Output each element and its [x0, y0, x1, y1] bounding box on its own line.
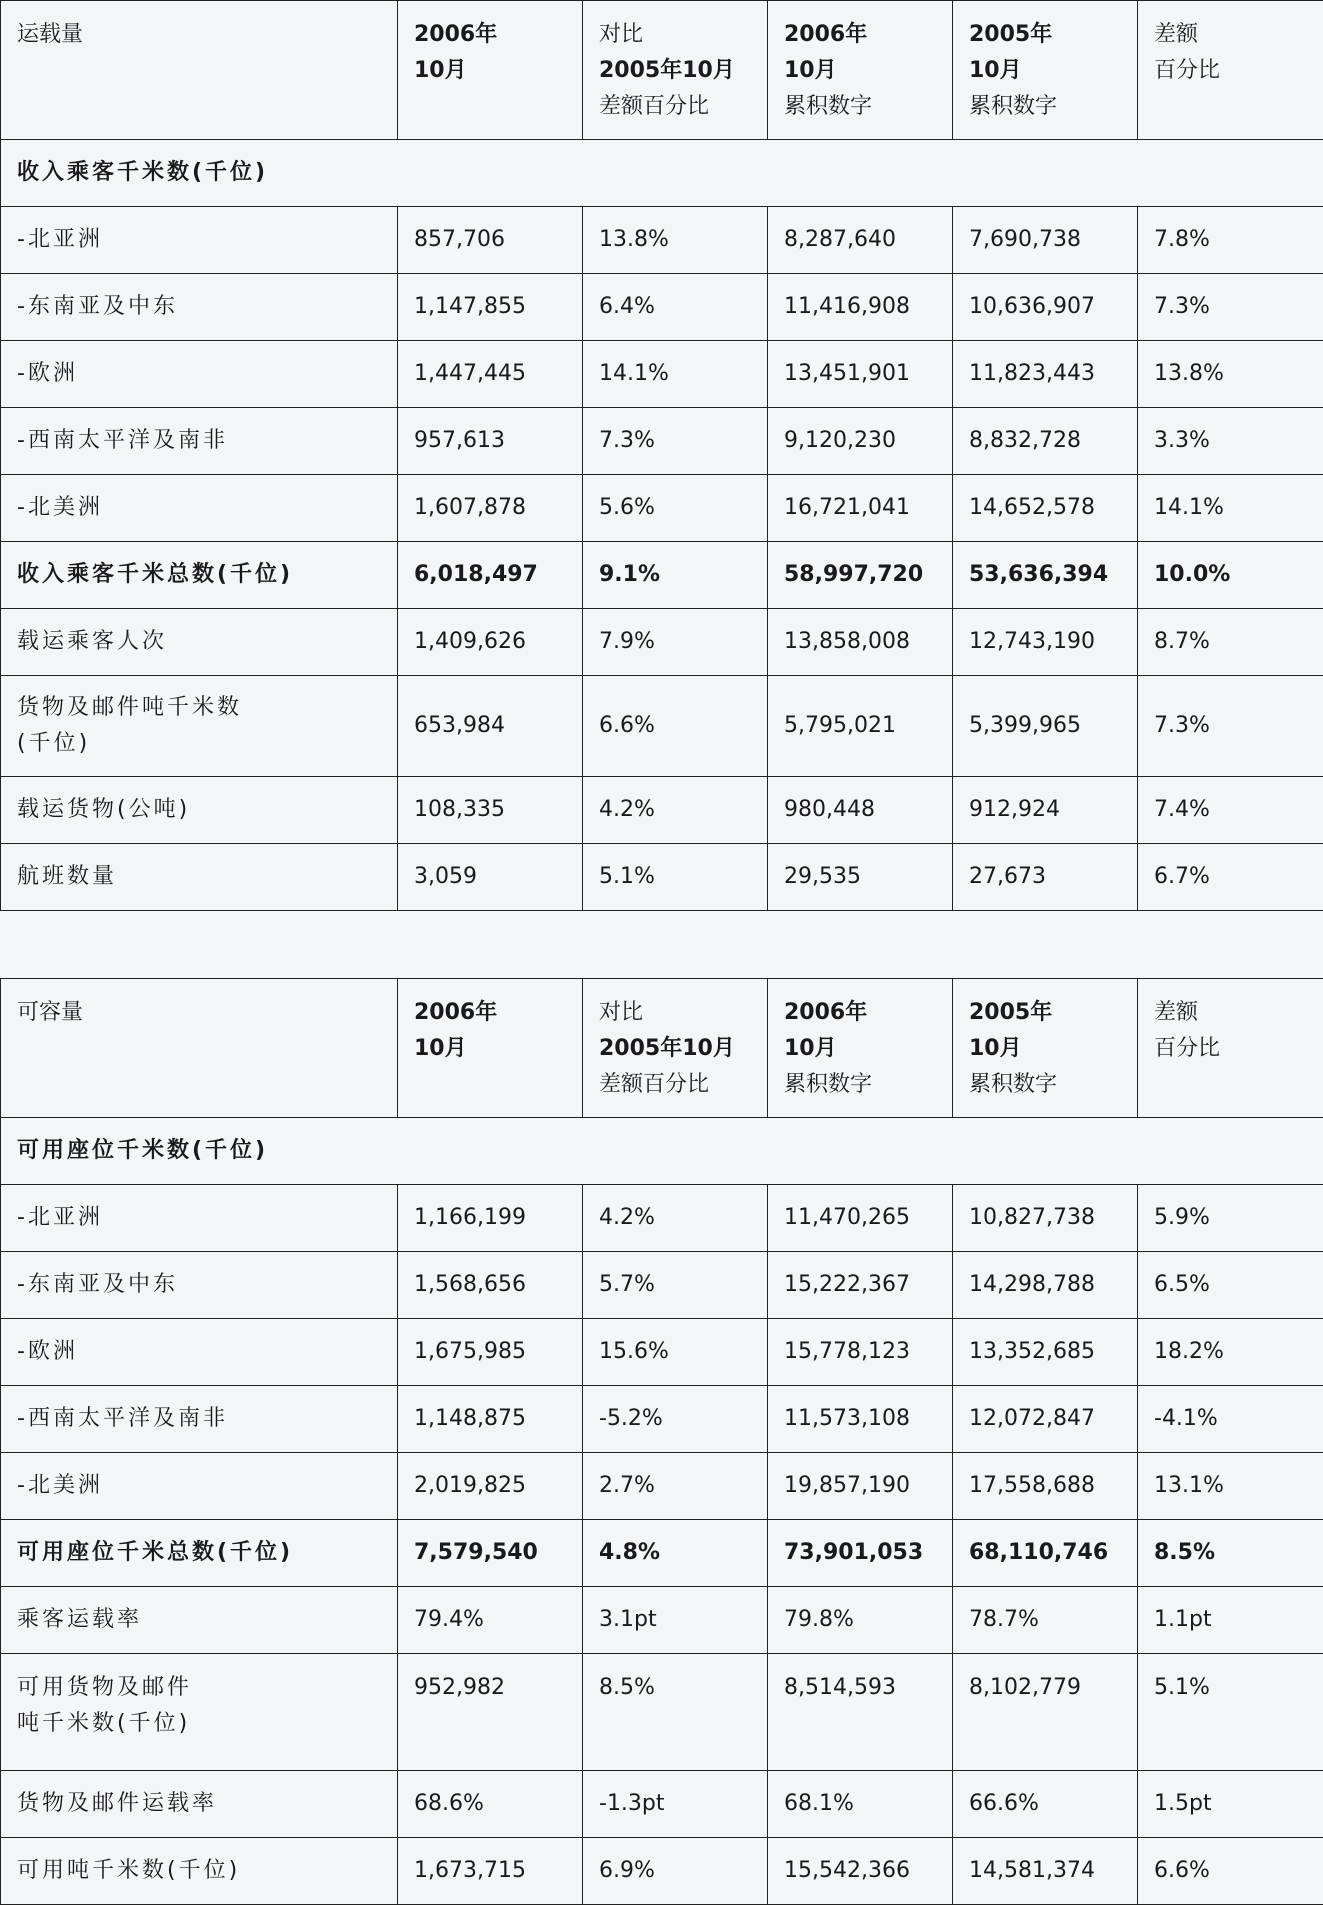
row-label: -北亚洲 — [1, 207, 398, 274]
row-label: 可用货物及邮件 吨千米数(千位) — [1, 1654, 398, 1771]
total-row — [1, 542, 1323, 609]
row-value: 66.6% — [953, 1771, 1138, 1838]
row-value: 6.4% — [583, 274, 768, 341]
header-col-2005-cumulative: 2005年 10月 累积数字 — [953, 1, 1138, 140]
row-value: 5.1% — [583, 844, 768, 911]
row-value: 13.8% — [583, 207, 768, 274]
row-value: 4.8% — [583, 1520, 768, 1587]
row-value: 12,743,190 — [953, 609, 1138, 676]
row-value: 5.7% — [583, 1252, 768, 1319]
row-value: 7.9% — [583, 609, 768, 676]
row-value: 14.1% — [1138, 475, 1323, 542]
row-value: 1.5pt — [1138, 1771, 1323, 1838]
table-row — [1, 274, 1323, 341]
row-label: 可用吨千米数(千位) — [1, 1838, 398, 1905]
row-value: 1,147,855 — [398, 274, 583, 341]
row-value: 3.3% — [1138, 408, 1323, 475]
table-row — [1, 1252, 1323, 1319]
row-value: 68.1% — [768, 1771, 953, 1838]
row-value: 14.1% — [583, 341, 768, 408]
row-value: 9.1% — [583, 542, 768, 609]
row-value: 957,613 — [398, 408, 583, 475]
section-title-row — [1, 1118, 1323, 1185]
row-value: 7,579,540 — [398, 1520, 583, 1587]
row-value: 1,409,626 — [398, 609, 583, 676]
row-value: 4.2% — [583, 777, 768, 844]
traffic-table — [0, 0, 1323, 911]
row-value: 10,636,907 — [953, 274, 1138, 341]
header-col-2006-cumulative: 2006年 10月 累积数字 — [768, 1, 953, 140]
header-col-compare: 对比 2005年10月 差额百分比 — [583, 979, 768, 1118]
row-label: 货物及邮件吨千米数 (千位) — [1, 676, 398, 777]
row-value: 68,110,746 — [953, 1520, 1138, 1587]
row-label: 载运乘客人次 — [1, 609, 398, 676]
table-row — [1, 341, 1323, 408]
table-row — [1, 1319, 1323, 1386]
row-value: 7.3% — [583, 408, 768, 475]
row-value: 1,607,878 — [398, 475, 583, 542]
row-value: 14,298,788 — [953, 1252, 1138, 1319]
header-col-compare: 对比 2005年10月 差额百分比 — [583, 1, 768, 140]
row-label: -东南亚及中东 — [1, 1252, 398, 1319]
row-value: 6.6% — [1138, 1838, 1323, 1905]
table-row — [1, 1654, 1323, 1771]
row-value: 653,984 — [398, 676, 583, 777]
row-value: 1,673,715 — [398, 1838, 583, 1905]
table-row — [1, 1386, 1323, 1453]
row-label: -东南亚及中东 — [1, 274, 398, 341]
row-label: -西南太平洋及南非 — [1, 408, 398, 475]
header-col-diff-percent: 差额 百分比 — [1138, 1, 1323, 140]
row-value: 912,924 — [953, 777, 1138, 844]
row-value: 15,542,366 — [768, 1838, 953, 1905]
row-value: 952,982 — [398, 1654, 583, 1771]
row-label: -北美洲 — [1, 475, 398, 542]
row-value: 7.4% — [1138, 777, 1323, 844]
row-value: 11,470,265 — [768, 1185, 953, 1252]
table-header-row — [1, 1, 1323, 140]
row-value: 8,832,728 — [953, 408, 1138, 475]
row-value: 11,416,908 — [768, 274, 953, 341]
row-value: 13.8% — [1138, 341, 1323, 408]
row-value: 15,222,367 — [768, 1252, 953, 1319]
row-value: 857,706 — [398, 207, 583, 274]
row-value: 79.4% — [398, 1587, 583, 1654]
row-value: -4.1% — [1138, 1386, 1323, 1453]
row-value: 5,795,021 — [768, 676, 953, 777]
row-value: 1,568,656 — [398, 1252, 583, 1319]
header-col-2006-cumulative: 2006年 10月 累积数字 — [768, 979, 953, 1118]
row-value: 15,778,123 — [768, 1319, 953, 1386]
row-value: 1.1pt — [1138, 1587, 1323, 1654]
row-label: 可用座位千米总数(千位) — [1, 1520, 398, 1587]
row-value: 8,287,640 — [768, 207, 953, 274]
header-col-2005-cumulative: 2005年 10月 累积数字 — [953, 979, 1138, 1118]
row-value: 5,399,965 — [953, 676, 1138, 777]
row-value: 68.6% — [398, 1771, 583, 1838]
row-value: 6.5% — [1138, 1252, 1323, 1319]
row-value: 4.2% — [583, 1185, 768, 1252]
table-row — [1, 609, 1323, 676]
row-value: 10.0% — [1138, 542, 1323, 609]
table-row — [1, 844, 1323, 911]
table-row — [1, 1185, 1323, 1252]
row-value: 16,721,041 — [768, 475, 953, 542]
row-value: 53,636,394 — [953, 542, 1138, 609]
row-value: 7.3% — [1138, 274, 1323, 341]
row-value: 19,857,190 — [768, 1453, 953, 1520]
row-value: 3.1pt — [583, 1587, 768, 1654]
table-row — [1, 1453, 1323, 1520]
row-value: 3,059 — [398, 844, 583, 911]
row-label: 载运货物(公吨) — [1, 777, 398, 844]
row-value: 6,018,497 — [398, 542, 583, 609]
section-title: 可用座位千米数(千位) — [1, 1118, 1323, 1185]
table-row — [1, 207, 1323, 274]
table-row — [1, 1771, 1323, 1838]
row-value: 13.1% — [1138, 1453, 1323, 1520]
row-value: 8.7% — [1138, 609, 1323, 676]
row-label: -欧洲 — [1, 341, 398, 408]
row-value: 5.6% — [583, 475, 768, 542]
row-value: 8,514,593 — [768, 1654, 953, 1771]
row-value: 78.7% — [953, 1587, 1138, 1654]
row-value: 13,451,901 — [768, 341, 953, 408]
row-value: 8.5% — [1138, 1520, 1323, 1587]
row-label: -欧洲 — [1, 1319, 398, 1386]
row-label: 乘客运载率 — [1, 1587, 398, 1654]
row-value: 7,690,738 — [953, 207, 1138, 274]
row-value: 2.7% — [583, 1453, 768, 1520]
total-row — [1, 1520, 1323, 1587]
row-value: 8,102,779 — [953, 1654, 1138, 1771]
row-label: 货物及邮件运载率 — [1, 1771, 398, 1838]
row-value: 1,675,985 — [398, 1319, 583, 1386]
header-label: 可容量 — [1, 979, 398, 1118]
row-value: 7.8% — [1138, 207, 1323, 274]
row-value: 5.9% — [1138, 1185, 1323, 1252]
row-value: 14,581,374 — [953, 1838, 1138, 1905]
row-value: 6.6% — [583, 676, 768, 777]
table-row — [1, 475, 1323, 542]
row-value: 29,535 — [768, 844, 953, 911]
section-title-row — [1, 140, 1323, 207]
row-value: 12,072,847 — [953, 1386, 1138, 1453]
row-label: -北美洲 — [1, 1453, 398, 1520]
row-value: 13,352,685 — [953, 1319, 1138, 1386]
row-value: -1.3pt — [583, 1771, 768, 1838]
row-value: 7.3% — [1138, 676, 1323, 777]
section-title: 收入乘客千米数(千位) — [1, 140, 1323, 207]
row-value: -5.2% — [583, 1386, 768, 1453]
row-label: -北亚洲 — [1, 1185, 398, 1252]
header-col-2006-oct: 2006年 10月 — [398, 979, 583, 1118]
row-value: 11,823,443 — [953, 341, 1138, 408]
row-label: 航班数量 — [1, 844, 398, 911]
header-label: 运载量 — [1, 1, 398, 140]
row-value: 9,120,230 — [768, 408, 953, 475]
row-value: 17,558,688 — [953, 1453, 1138, 1520]
table-row — [1, 1587, 1323, 1654]
table-row — [1, 1838, 1323, 1905]
row-value: 15.6% — [583, 1319, 768, 1386]
row-value: 73,901,053 — [768, 1520, 953, 1587]
row-value: 2,019,825 — [398, 1453, 583, 1520]
row-value: 1,166,199 — [398, 1185, 583, 1252]
row-value: 13,858,008 — [768, 609, 953, 676]
row-value: 27,673 — [953, 844, 1138, 911]
row-value: 108,335 — [398, 777, 583, 844]
row-value: 58,997,720 — [768, 542, 953, 609]
row-value: 10,827,738 — [953, 1185, 1138, 1252]
header-col-diff-percent: 差额 百分比 — [1138, 979, 1323, 1118]
row-value: 11,573,108 — [768, 1386, 953, 1453]
row-value: 14,652,578 — [953, 475, 1138, 542]
capacity-table — [0, 978, 1323, 1905]
row-value: 1,447,445 — [398, 341, 583, 408]
row-value: 1,148,875 — [398, 1386, 583, 1453]
row-value: 8.5% — [583, 1654, 768, 1771]
row-label: 收入乘客千米总数(千位) — [1, 542, 398, 609]
row-value: 6.7% — [1138, 844, 1323, 911]
row-value: 6.9% — [583, 1838, 768, 1905]
row-label: -西南太平洋及南非 — [1, 1386, 398, 1453]
table-row — [1, 777, 1323, 844]
table-header-row — [1, 979, 1323, 1118]
table-row — [1, 676, 1323, 777]
header-col-2006-oct: 2006年 10月 — [398, 1, 583, 140]
row-value: 5.1% — [1138, 1654, 1323, 1771]
row-value: 79.8% — [768, 1587, 953, 1654]
row-value: 980,448 — [768, 777, 953, 844]
table-row — [1, 408, 1323, 475]
row-value: 18.2% — [1138, 1319, 1323, 1386]
